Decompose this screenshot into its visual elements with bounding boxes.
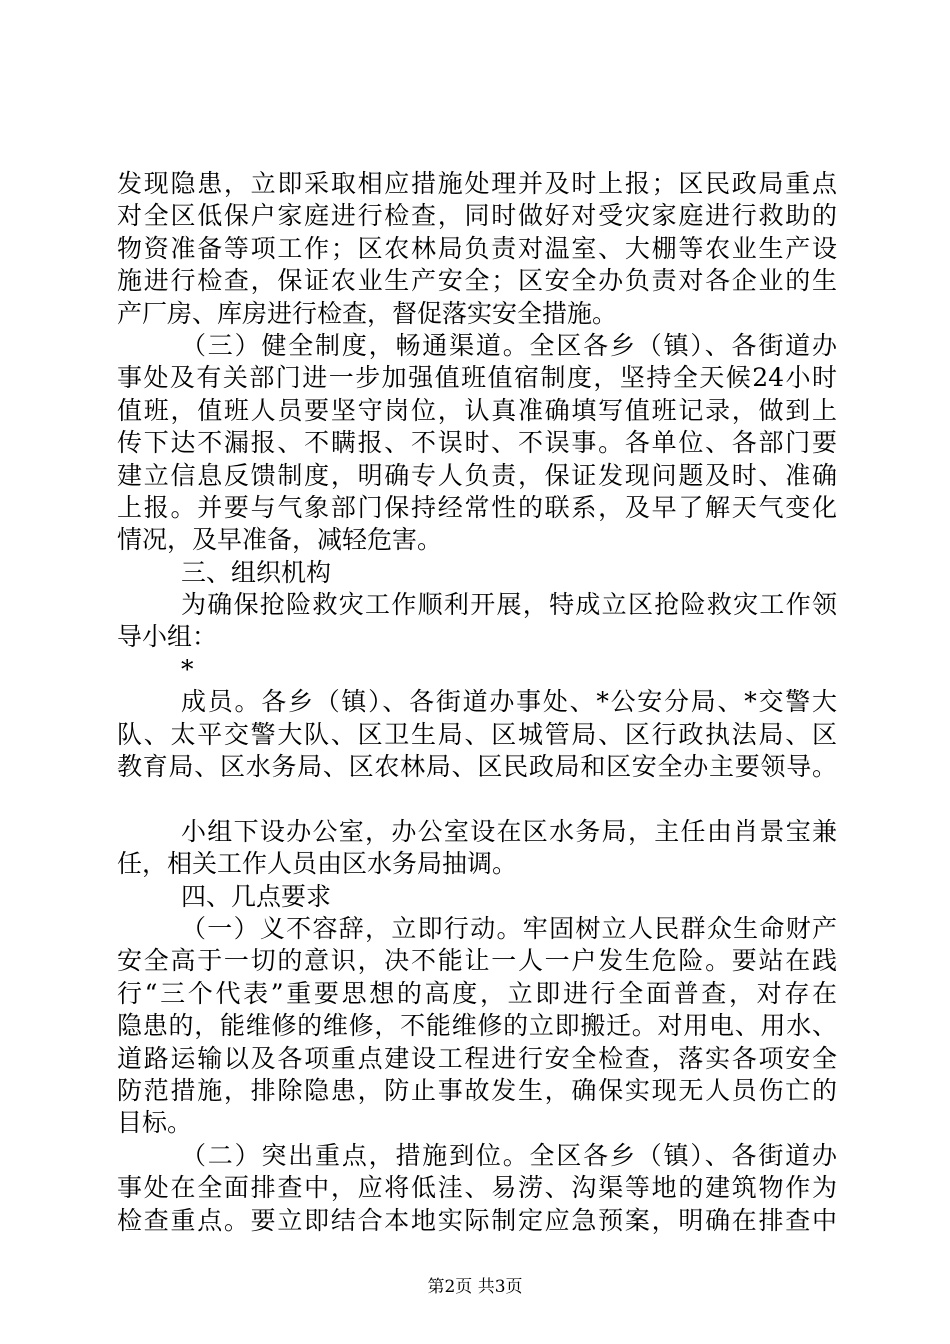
page-footer: 第2页 共3页 [427, 1277, 523, 1297]
text-line: 小组下设办公室，办公室设在区水务局，主任由肖景宝兼 [181, 816, 837, 846]
text-line: 事处在全面排查中，应将低洼、易涝、沟渠等地的建筑物作为 [117, 1173, 837, 1203]
text-line: 建立信息反馈制度，明确专人负责，保证发现问题及时、准确 [117, 460, 837, 490]
text-line: 值班，值班人员要坚守岗位，认真准确填写值班记录，做到上 [117, 395, 837, 425]
text-line: 导小组： [117, 622, 218, 652]
text-line: 成员。各乡（镇）、各街道办事处、*公安分局、*交警大 [181, 687, 837, 717]
text-line: 情况，及早准备，减轻危害。 [117, 525, 443, 555]
text-line: 防范措施，排除隐患，防止事故发生，确保实现无人员伤亡的 [117, 1075, 837, 1105]
text-line: （二）突出重点，措施到位。全区各乡（镇）、各街道办 [181, 1140, 837, 1170]
text-line: 施进行检查，保证农业生产安全；区安全办负责对各企业的生 [117, 266, 837, 296]
text-line: 产厂房、库房进行检查，督促落实安全措施。 [117, 298, 618, 328]
text-line: 行“三个代表”重要思想的高度，立即进行全面普查，对存在 [117, 978, 837, 1008]
text-line: 对全区低保户家庭进行检查，同时做好对受灾家庭进行救助的 [117, 201, 837, 231]
text-line: 四、几点要求 [181, 881, 332, 911]
text-line: 上报。并要与气象部门保持经常性的联系，及早了解天气变化 [117, 492, 837, 522]
text-line: 教育局、区水务局、区农林局、区民政局和区安全办主要领导。 [117, 752, 837, 782]
text-line: （三）健全制度，畅通渠道。全区各乡（镇）、各街道办 [181, 330, 837, 360]
text-line: 目标。 [117, 1108, 193, 1138]
text-line: 道路运输以及各项重点建设工程进行安全检查，落实各项安全 [117, 1043, 837, 1073]
document-body [117, 168, 837, 1237]
text-line: 安全高于一切的意识，决不能让一人一户发生危险。要站在践 [117, 946, 837, 976]
text-line: 传下达不漏报、不瞒报、不误时、不误事。各单位、各部门要 [117, 428, 837, 458]
text-line: 发现隐患，立即采取相应措施处理并及时上报；区民政局重点 [117, 169, 837, 198]
text-line: 事处及有关部门进一步加强值班值宿制度，坚持全天候24小时 [117, 363, 837, 393]
text-line: 三、组织机构 [181, 557, 332, 587]
text-line: 物资准备等项工作；区农林局负责对温室、大棚等农业生产设 [117, 233, 837, 263]
text-line: 队、太平交警大队、区卫生局、区城管局、区行政执法局、区 [117, 719, 837, 749]
text-line: 为确保抢险救灾工作顺利开展，特成立区抢险救灾工作领 [181, 590, 837, 620]
blank-line [117, 783, 837, 815]
text-line: 隐患的，能维修的维修，不能维修的立即搬迁。对用电、用水、 [117, 1011, 837, 1041]
text-line: （一）义不容辞，立即行动。牢固树立人民群众生命财产 [181, 913, 837, 943]
text-line: 检查重点。要立即结合本地实际制定应急预案，明确在排查中 [117, 1205, 837, 1235]
text-line: 任，相关工作人员由区水务局抽调。 [117, 849, 518, 879]
text-line: * [181, 654, 194, 684]
